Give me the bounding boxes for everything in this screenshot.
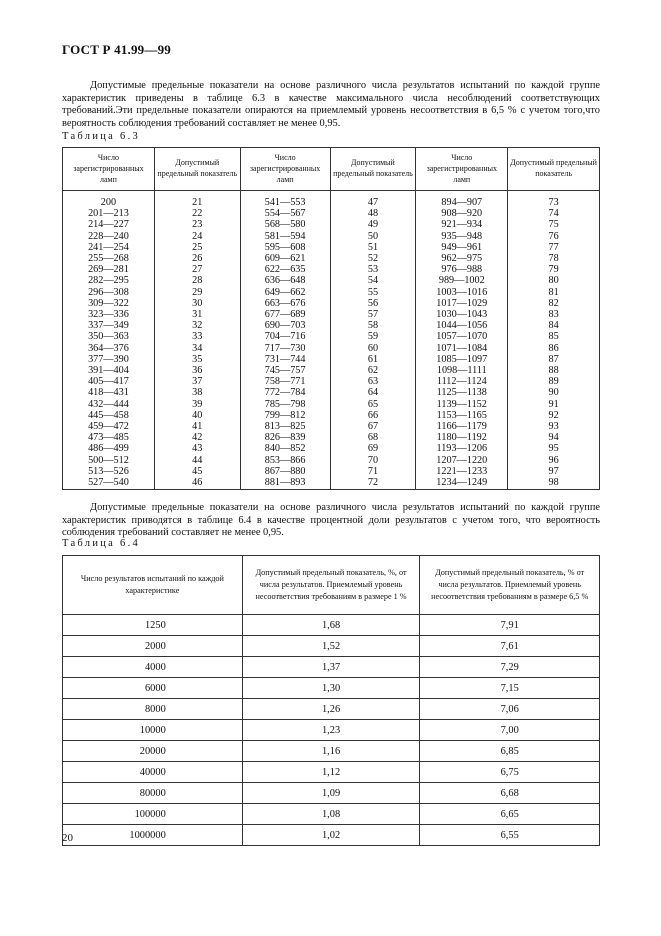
table-row: [63, 365, 600, 376]
table-cell: 568—580: [240, 219, 330, 230]
table-cell: 813—825: [240, 421, 330, 432]
table-cell: 649—662: [240, 287, 330, 298]
table-cell: 1017—1029: [416, 298, 508, 309]
table-cell: 41: [154, 421, 240, 432]
table-row: [63, 264, 600, 275]
page-number: 20: [62, 832, 73, 844]
table-row: [63, 455, 600, 466]
table-cell: 1250: [63, 615, 243, 636]
table-cell: 92: [508, 410, 600, 421]
table-cell: 1153—1165: [416, 410, 508, 421]
table-cell: 337—349: [63, 320, 155, 331]
table-cell: 840—852: [240, 443, 330, 454]
table-6-4: [62, 555, 600, 846]
paragraph-intro-table-6-4: Допустимые предельные показатели на основе различного числа результатов испытаний по каждой группе характеристик приводятся в таблице 6.4 в качестве процентной доли результатов с учетом того, что вероятность соблюдения требований составляет не менее 0,95.: [62, 502, 600, 539]
table-cell: 7,61: [420, 636, 600, 657]
table-cell: 71: [330, 466, 416, 477]
table-cell: 432—444: [63, 399, 155, 410]
column-header-lamp-count: Число зарегистрированных ламп: [240, 148, 330, 191]
table-cell: 731—744: [240, 354, 330, 365]
table-cell: 486—499: [63, 443, 155, 454]
table-cell: 6,85: [420, 741, 600, 762]
table-cell: 94: [508, 432, 600, 443]
table-cell: 989—1002: [416, 275, 508, 286]
table-cell: 962—975: [416, 253, 508, 264]
table-cell: 527—540: [63, 477, 155, 490]
table-cell: 58: [330, 320, 416, 331]
table-cell: 87: [508, 354, 600, 365]
table-cell: 1,16: [242, 741, 420, 762]
table-cell: 73: [508, 191, 600, 209]
table-cell: 935—948: [416, 231, 508, 242]
table-cell: 364—376: [63, 343, 155, 354]
table-cell: 853—866: [240, 455, 330, 466]
table-cell: 43: [154, 443, 240, 454]
table-cell: 881—893: [240, 477, 330, 490]
table-6-4-header-row: [63, 556, 600, 615]
table-cell: 1,37: [242, 657, 420, 678]
table-cell: 1,23: [242, 720, 420, 741]
table-row: [63, 432, 600, 443]
table-cell: 7,15: [420, 678, 600, 699]
table-row: [63, 298, 600, 309]
table-6-3-header-row: [63, 148, 600, 191]
table-cell: 68: [330, 432, 416, 443]
table-row: [63, 783, 600, 804]
table-cell: 96: [508, 455, 600, 466]
table-cell: 49: [330, 219, 416, 230]
table-cell: 309—322: [63, 298, 155, 309]
table-cell: 636—648: [240, 275, 330, 286]
table-cell: 44: [154, 455, 240, 466]
table-6-4-body: [63, 615, 600, 846]
table-cell: 77: [508, 242, 600, 253]
table-cell: 581—594: [240, 231, 330, 242]
table-cell: 72: [330, 477, 416, 490]
table-cell: 75: [508, 219, 600, 230]
table-cell: 6000: [63, 678, 243, 699]
table-cell: 2000: [63, 636, 243, 657]
table-cell: 53: [330, 264, 416, 275]
table-cell: 22: [154, 208, 240, 219]
table-cell: 350—363: [63, 331, 155, 342]
table-cell: 677—689: [240, 309, 330, 320]
table-cell: 500—512: [63, 455, 155, 466]
table-cell: 84: [508, 320, 600, 331]
table-cell: 76: [508, 231, 600, 242]
table-cell: 42: [154, 432, 240, 443]
table-row: [63, 825, 600, 846]
table-cell: 30: [154, 298, 240, 309]
table-cell: 29: [154, 287, 240, 298]
column-header-test-count: Число результатов испытаний по каждой характеристике: [63, 556, 243, 615]
table-cell: 32: [154, 320, 240, 331]
table-cell: 97: [508, 466, 600, 477]
table-cell: 405—417: [63, 376, 155, 387]
table-cell: 1,52: [242, 636, 420, 657]
column-header-limit-6-5-percent: Допустимый предельный показатель, % от числа результатов. Приемлемый уровень несоответствия требованиям в размере 6,5 %: [420, 556, 600, 615]
table-cell: 59: [330, 331, 416, 342]
table-cell: 64: [330, 387, 416, 398]
table-cell: 1,30: [242, 678, 420, 699]
table-cell: 23: [154, 219, 240, 230]
table-cell: 62: [330, 365, 416, 376]
table-cell: 1180—1192: [416, 432, 508, 443]
table-cell: 8000: [63, 699, 243, 720]
table-row: [63, 253, 600, 264]
table-cell: 690—703: [240, 320, 330, 331]
table-cell: 541—553: [240, 191, 330, 209]
table-cell: 7,91: [420, 615, 600, 636]
table-cell: 31: [154, 309, 240, 320]
table-cell: 1207—1220: [416, 455, 508, 466]
table-cell: 54: [330, 275, 416, 286]
table-cell: 63: [330, 376, 416, 387]
column-header-limit: Допустимый предельный показатель: [330, 148, 416, 191]
table-cell: 201—213: [63, 208, 155, 219]
table-cell: 46: [154, 477, 240, 490]
table-row: [63, 636, 600, 657]
table-row: [63, 309, 600, 320]
table-cell: 1085—1097: [416, 354, 508, 365]
table-row: [63, 354, 600, 365]
table-cell: 80000: [63, 783, 243, 804]
column-header-limit: Допустимый предельный показатель: [508, 148, 600, 191]
table-cell: 255—268: [63, 253, 155, 264]
table-cell: 78: [508, 253, 600, 264]
table-row: [63, 410, 600, 421]
table-cell: 6,65: [420, 804, 600, 825]
table-row: [63, 399, 600, 410]
table-row: [63, 421, 600, 432]
table-cell: 1,02: [242, 825, 420, 846]
table-cell: 717—730: [240, 343, 330, 354]
table-cell: 82: [508, 298, 600, 309]
table-6-3-caption: Таблица 6.3: [62, 131, 141, 142]
table-cell: 799—812: [240, 410, 330, 421]
column-header-lamp-count: Число зарегистрированных ламп: [63, 148, 155, 191]
table-cell: 85: [508, 331, 600, 342]
table-cell: 74: [508, 208, 600, 219]
table-cell: 66: [330, 410, 416, 421]
table-cell: 52: [330, 253, 416, 264]
table-cell: 269—281: [63, 264, 155, 275]
table-cell: 323—336: [63, 309, 155, 320]
table-row: [63, 657, 600, 678]
table-cell: 20000: [63, 741, 243, 762]
table-cell: 69: [330, 443, 416, 454]
table-cell: 55: [330, 287, 416, 298]
table-row: [63, 762, 600, 783]
table-cell: 24: [154, 231, 240, 242]
table-cell: 1098—1111: [416, 365, 508, 376]
table-row: [63, 320, 600, 331]
table-cell: 473—485: [63, 432, 155, 443]
table-cell: 7,06: [420, 699, 600, 720]
table-cell: 1,26: [242, 699, 420, 720]
table-cell: 67: [330, 421, 416, 432]
table-cell: 6,68: [420, 783, 600, 804]
table-cell: 949—961: [416, 242, 508, 253]
table-cell: 200: [63, 191, 155, 209]
table-cell: 1221—1233: [416, 466, 508, 477]
table-cell: 609—621: [240, 253, 330, 264]
table-cell: 976—988: [416, 264, 508, 275]
table-cell: 296—308: [63, 287, 155, 298]
table-cell: 98: [508, 477, 600, 490]
table-cell: 1112—1124: [416, 376, 508, 387]
table-row: [63, 191, 600, 209]
table-cell: 70: [330, 455, 416, 466]
table-6-3: [62, 147, 600, 490]
table-cell: 745—757: [240, 365, 330, 376]
table-row: [63, 443, 600, 454]
table-cell: 33: [154, 331, 240, 342]
table-row: [63, 231, 600, 242]
table-cell: 83: [508, 309, 600, 320]
table-cell: 10000: [63, 720, 243, 741]
table-cell: 214—227: [63, 219, 155, 230]
column-header-limit: Допустимый предельный показатель: [154, 148, 240, 191]
table-row: [63, 741, 600, 762]
table-cell: 554—567: [240, 208, 330, 219]
table-cell: 908—920: [416, 208, 508, 219]
table-cell: 377—390: [63, 354, 155, 365]
column-header-limit-1-percent: Допустимый предельный показатель, %, от числа результатов. Приемлемый уровень несоответствия требованиям в размере 1 %: [242, 556, 420, 615]
table-row: [63, 387, 600, 398]
table-cell: 1234—1249: [416, 477, 508, 490]
table-cell: 26: [154, 253, 240, 264]
table-cell: 6,55: [420, 825, 600, 846]
table-cell: 27: [154, 264, 240, 275]
table-cell: 867—880: [240, 466, 330, 477]
table-cell: 595—608: [240, 242, 330, 253]
table-cell: 1125—1138: [416, 387, 508, 398]
table-cell: 758—771: [240, 376, 330, 387]
table-cell: 25: [154, 242, 240, 253]
table-cell: 1057—1070: [416, 331, 508, 342]
table-cell: 80: [508, 275, 600, 286]
table-cell: 1166—1179: [416, 421, 508, 432]
table-row: [63, 343, 600, 354]
table-cell: 37: [154, 376, 240, 387]
table-cell: 241—254: [63, 242, 155, 253]
table-cell: 1044—1056: [416, 320, 508, 331]
table-cell: 445—458: [63, 410, 155, 421]
table-6-3-body: [63, 191, 600, 490]
table-cell: 38: [154, 387, 240, 398]
table-cell: 228—240: [63, 231, 155, 242]
table-row: [63, 477, 600, 490]
table-cell: 1003—1016: [416, 287, 508, 298]
table-cell: 663—676: [240, 298, 330, 309]
table-cell: 1071—1084: [416, 343, 508, 354]
table-cell: 921—934: [416, 219, 508, 230]
table-cell: 1,08: [242, 804, 420, 825]
document-header: ГОСТ Р 41.99—99: [62, 42, 171, 57]
table-row: [63, 376, 600, 387]
table-cell: 95: [508, 443, 600, 454]
table-cell: 81: [508, 287, 600, 298]
table-row: [63, 804, 600, 825]
table-cell: 40: [154, 410, 240, 421]
table-cell: 88: [508, 365, 600, 376]
table-cell: 7,00: [420, 720, 600, 741]
table-cell: 1000000: [63, 825, 243, 846]
table-cell: 21: [154, 191, 240, 209]
table-cell: 60: [330, 343, 416, 354]
table-cell: 7,29: [420, 657, 600, 678]
table-cell: 28: [154, 275, 240, 286]
table-cell: 1139—1152: [416, 399, 508, 410]
column-header-lamp-count: Число зарегистрированных ламп: [416, 148, 508, 191]
table-cell: 65: [330, 399, 416, 410]
table-cell: 79: [508, 264, 600, 275]
table-cell: 1,09: [242, 783, 420, 804]
table-row: [63, 275, 600, 286]
table-cell: 45: [154, 466, 240, 477]
table-cell: 57: [330, 309, 416, 320]
table-cell: 89: [508, 376, 600, 387]
table-cell: 86: [508, 343, 600, 354]
table-6-4-caption: Таблица 6.4: [62, 538, 141, 549]
table-cell: 34: [154, 343, 240, 354]
table-cell: 826—839: [240, 432, 330, 443]
table-row: [63, 699, 600, 720]
table-row: [63, 219, 600, 230]
table-row: [63, 678, 600, 699]
table-cell: 282—295: [63, 275, 155, 286]
table-cell: 4000: [63, 657, 243, 678]
table-cell: 459—472: [63, 421, 155, 432]
table-cell: 36: [154, 365, 240, 376]
table-cell: 1193—1206: [416, 443, 508, 454]
table-cell: 93: [508, 421, 600, 432]
table-cell: 391—404: [63, 365, 155, 376]
table-cell: 1030—1043: [416, 309, 508, 320]
table-cell: 40000: [63, 762, 243, 783]
table-cell: 418—431: [63, 387, 155, 398]
table-cell: 785—798: [240, 399, 330, 410]
table-cell: 61: [330, 354, 416, 365]
table-cell: 6,75: [420, 762, 600, 783]
paragraph-intro-table-6-3: Допустимые предельные показатели на основе различного числа результатов испытаний по каждой группе характеристик приведены в таблице 6.3 в качестве максимального числа несоблюдений соответствующих требований.Эти предельные показатели опираются на приемлемый уровень несоответствия в 6,5 % с учетом того,что вероятность соблюдения требований составляет не менее 0,95.: [62, 80, 600, 129]
table-row: [63, 466, 600, 477]
table-row: [63, 331, 600, 342]
table-cell: 100000: [63, 804, 243, 825]
table-cell: 90: [508, 387, 600, 398]
table-row: [63, 615, 600, 636]
table-cell: 56: [330, 298, 416, 309]
table-cell: 47: [330, 191, 416, 209]
table-cell: 51: [330, 242, 416, 253]
table-row: [63, 208, 600, 219]
table-cell: 622—635: [240, 264, 330, 275]
table-cell: 513—526: [63, 466, 155, 477]
table-cell: 894—907: [416, 191, 508, 209]
table-cell: 1,68: [242, 615, 420, 636]
table-cell: 39: [154, 399, 240, 410]
table-row: [63, 287, 600, 298]
table-cell: 704—716: [240, 331, 330, 342]
table-cell: 91: [508, 399, 600, 410]
table-cell: 35: [154, 354, 240, 365]
table-cell: 50: [330, 231, 416, 242]
table-cell: 48: [330, 208, 416, 219]
table-row: [63, 242, 600, 253]
table-row: [63, 720, 600, 741]
table-cell: 772—784: [240, 387, 330, 398]
table-cell: 1,12: [242, 762, 420, 783]
